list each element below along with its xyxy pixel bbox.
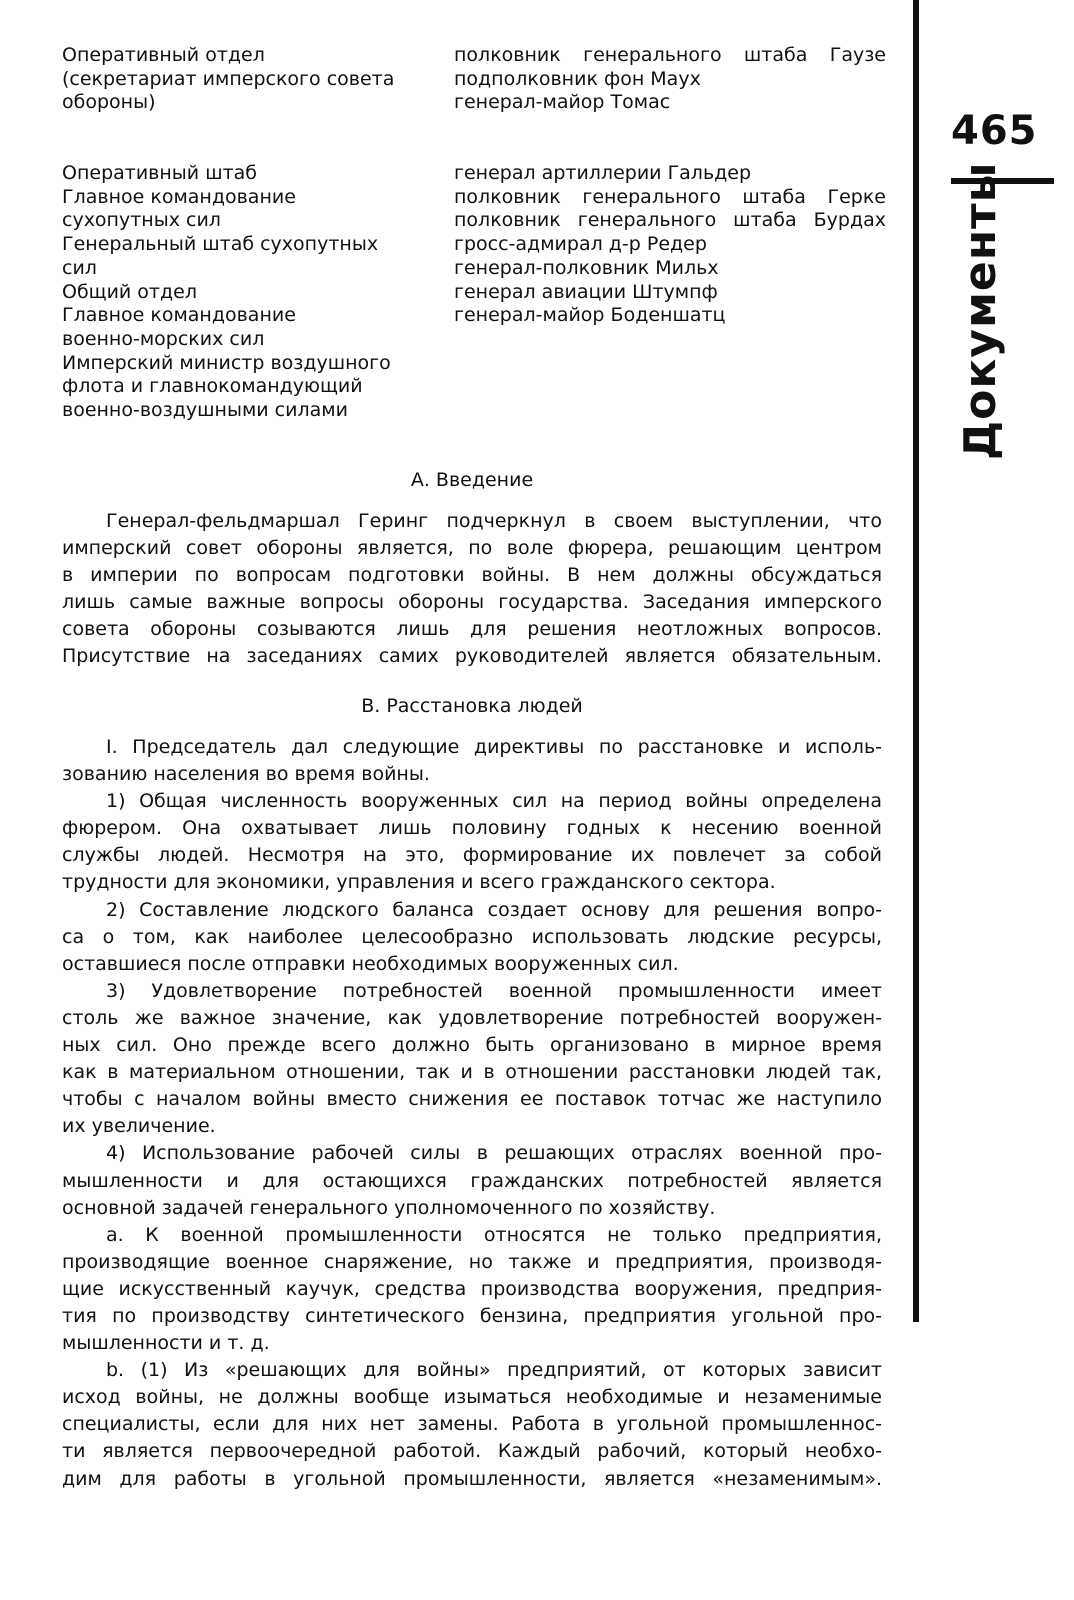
person-line: полковник генерального штаба Гаузе	[454, 44, 886, 66]
person-line: генерал артиллерии Гальдер	[454, 162, 752, 184]
page-number: 465	[951, 108, 1038, 154]
text-line: службы людей. Несмотря на это, формирование их повлечет за собой	[62, 844, 882, 867]
attendees-block1-left	[62, 44, 432, 115]
text-line: a. К военной промышленности относятся не только предприятия,	[106, 1223, 882, 1246]
person-line: генерал-майор Боденшатц	[454, 304, 726, 327]
paragraph	[62, 1222, 882, 1357]
text-line: совета обороны созываются лишь для решения неотложных вопросов.	[62, 618, 882, 641]
text-line: 1) Общая численность вооруженных сил на период войны определена	[106, 790, 882, 813]
attendees-block2-left	[62, 162, 432, 423]
paragraph	[62, 897, 882, 978]
section-a-heading: А. Введение	[410, 469, 534, 491]
dept-line: Общий отдел	[62, 280, 197, 303]
person-line: полковник генерального штаба Герке	[454, 185, 886, 208]
text-line: фюрером. Она охватывает лишь половину годных к несению военной	[62, 817, 882, 840]
text-line: чтобы с началом войны вместо снижения ее поставок тотчас же наступило	[62, 1088, 882, 1111]
text-line: лишь самые важные вопросы обороны государства. Заседания имперского	[62, 591, 882, 614]
person-line: генерал-полковник Мильх	[454, 256, 719, 279]
dept-line: флота и главнокомандующий	[62, 375, 363, 398]
paragraph	[62, 978, 882, 1141]
dept-line: сил	[62, 256, 97, 279]
text-line: тия по производству синтетического бензина, предприятия угольной про-	[62, 1304, 882, 1327]
paragraph	[62, 1357, 882, 1492]
text-line: ти является первоочередной работой. Каждый рабочий, который необхо-	[62, 1440, 882, 1463]
person-line: подполковник фон Маух	[454, 67, 701, 90]
text-line: имперский совет обороны является, по воле фюрера, решающим центром	[62, 537, 882, 560]
dept-line: Имперский министр воздушного	[62, 351, 391, 374]
section-a-body	[62, 508, 882, 671]
text-line: мышленности и для остающихся гражданских потребностей является	[62, 1169, 882, 1192]
text-line: I. Председатель дал следующие директивы по расстановке и исполь-	[106, 736, 882, 758]
text-line: исход войны, не должны вообще изыматься необходимые и незаменимые	[62, 1386, 882, 1409]
text-line: 2) Составление людского баланса создает основу для решения вопро-	[106, 898, 882, 921]
person-line: полковник генерального штаба Бурдах	[454, 209, 886, 232]
text-line: 3) Удовлетворение потребностей военной промышленности имеет	[106, 979, 882, 1002]
margin-vertical-rule	[913, 0, 919, 1322]
text-line: Присутствие на заседаниях самих руководителей является обязательным.	[62, 645, 882, 668]
text-line: мышленности и т. д.	[62, 1332, 270, 1355]
text-line: ных сил. Оно прежде всего должно быть организовано в мирное время	[62, 1034, 882, 1057]
side-title-text: Документы	[955, 161, 1006, 460]
text-line: Генерал-фельдмаршал Геринг подчеркнул в своем выступлении, что	[106, 510, 882, 532]
attendees-block2-right	[454, 162, 886, 328]
dept-line: Главное командование	[62, 185, 296, 208]
dept-line: (секретариат имперского совета	[62, 67, 395, 90]
text-line: b. (1) Из «решающих для войны» предприятий, от которых зависит	[106, 1359, 882, 1382]
text-line: 4) Использование рабочей силы в решающих отраслях военной про-	[106, 1142, 882, 1165]
text-line: специалисты, если для них нет замены. Работа в угольной промышленнос-	[62, 1413, 882, 1436]
attendees-block1-right	[454, 44, 886, 115]
text-line: са о том, как наиболее целесообразно использовать людские ресурсы,	[62, 925, 882, 948]
dept-line: обороны)	[62, 91, 156, 114]
text-line: как в материальном отношении, так и в отношении расстановки людей так,	[62, 1061, 882, 1084]
text-line: в империи по вопросам подготовки войны. В нем должны обсуждаться	[62, 564, 882, 587]
person-line: генерал-майор Томас	[454, 91, 671, 114]
text-line: трудности для экономики, управления и всего гражданского сектора.	[62, 871, 776, 894]
paragraph	[62, 734, 882, 788]
person-line: гросс-адмирал д-р Редер	[454, 233, 707, 256]
dept-line: военно-морских сил	[62, 327, 265, 350]
dept-line: Оперативный отдел	[62, 44, 265, 66]
dept-line: военно-воздушными силами	[62, 399, 348, 422]
section-side-title	[951, 161, 1011, 460]
text-line: их увеличение.	[62, 1115, 216, 1138]
person-line: генерал авиации Штумпф	[454, 280, 718, 303]
text-line: зованию населения во время войны.	[62, 763, 430, 786]
dept-line: Оперативный штаб	[62, 162, 258, 184]
section-b-heading: В. Расстановка людей	[361, 695, 583, 717]
text-line: дим для работы в угольной промышленности, является «незаменимым».	[62, 1467, 882, 1490]
dept-line: Генеральный штаб сухопутных	[62, 233, 379, 256]
dept-line: Главное командование	[62, 304, 296, 327]
section-b-body	[62, 734, 882, 1493]
paragraph	[62, 1140, 882, 1221]
text-line: производящие военное снаряжение, но также и предприятия, производя-	[62, 1250, 882, 1273]
text-line: оставшиеся после отправки необходимых вооруженных сил.	[62, 952, 679, 975]
text-line: щие искусственный каучук, средства производства вооружения, предприя-	[62, 1277, 882, 1300]
text-line: столь же важное значение, как удовлетворение потребностей вооружен-	[62, 1006, 882, 1029]
text-line: основной задачей генерального уполномоченного по хозяйству.	[62, 1196, 716, 1219]
paragraph	[62, 788, 882, 896]
dept-line: сухопутных сил	[62, 209, 221, 232]
